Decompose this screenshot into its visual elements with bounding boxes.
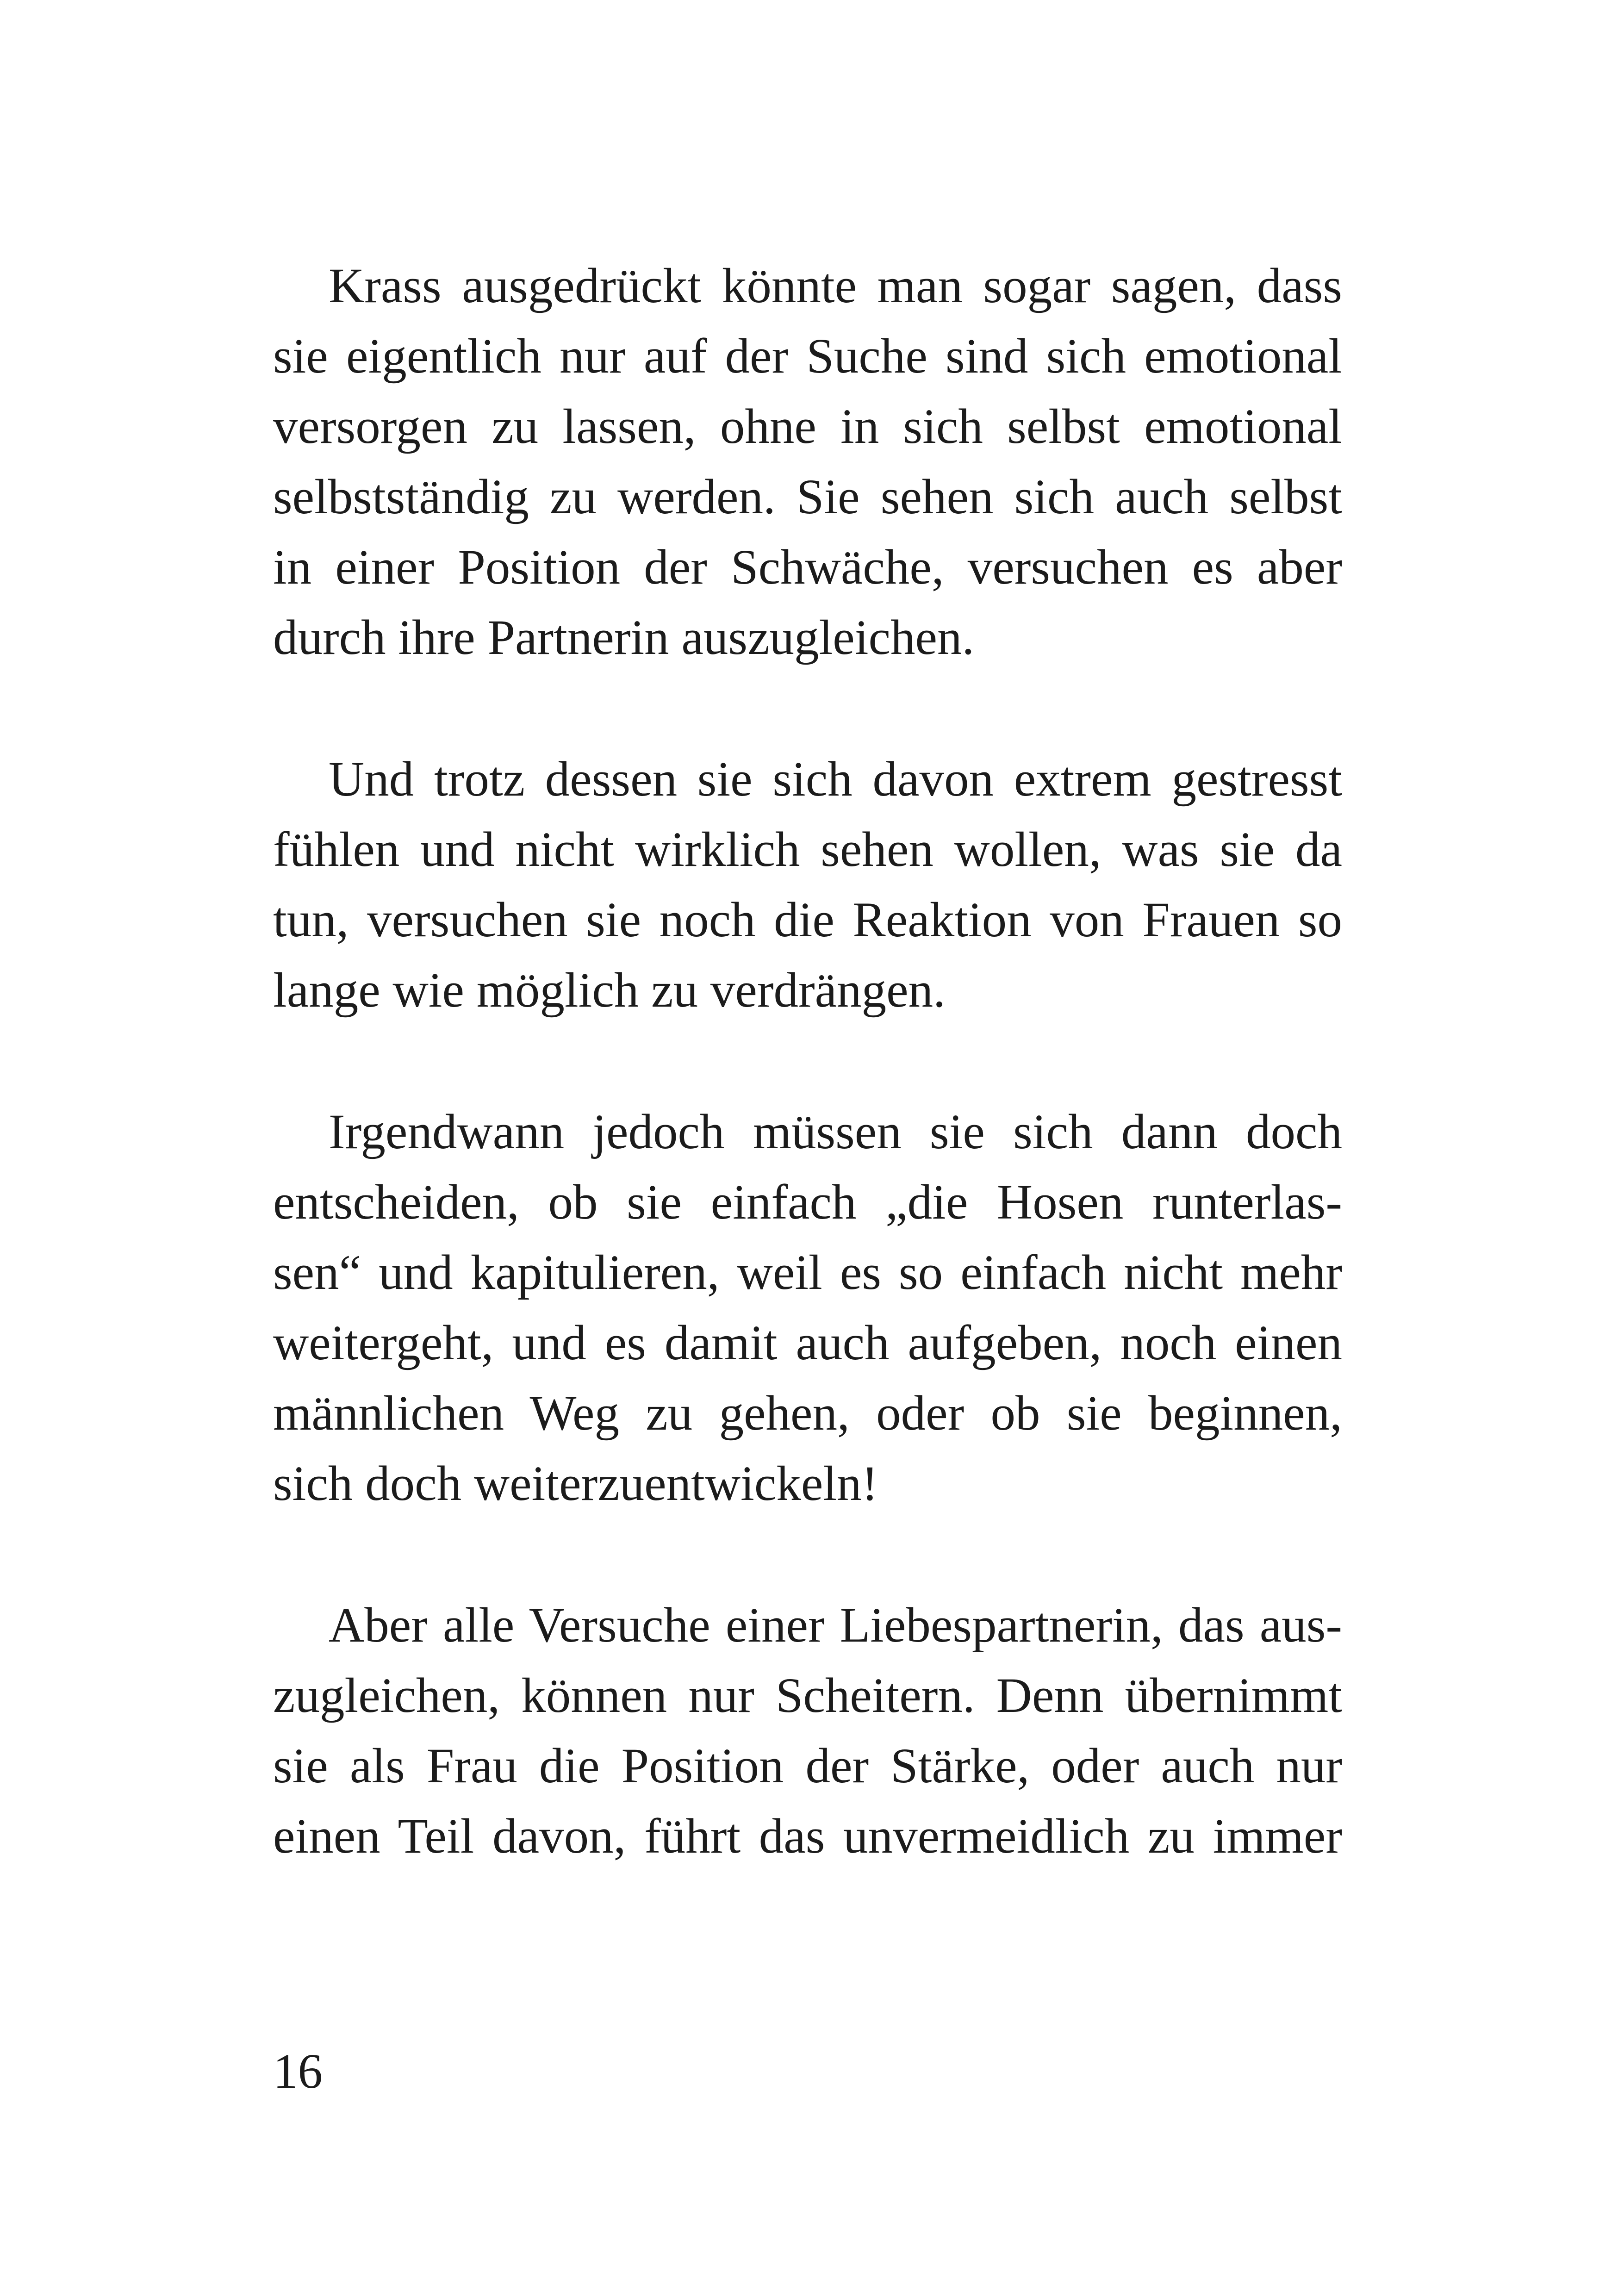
text-line: Aber alle Versuche einer Liebespartnerin, das aus- [329,1598,1342,1653]
text-line: lange wie möglich zu verdrängen. [273,963,946,1018]
text-line: zugleichen, können nur Scheitern. Denn übernimmt [273,1668,1342,1723]
text-line: tun, versuchen sie noch die Reaktion von Frauen so [273,893,1342,947]
paragraph-1 [273,251,1342,673]
text-line: Krass ausgedrückt könnte man sogar sagen, dass [329,259,1342,313]
text-line: in einer Position der Schwäche, versuchen es aber [273,540,1342,595]
text-line: männlichen Weg zu gehen, oder ob sie beginnen, [273,1386,1342,1441]
text-line: Und trotz dessen sie sich davon extrem gestresst [329,752,1342,807]
text-line: sich doch weiterzuentwickeln! [273,1456,878,1511]
paragraph-2 [273,744,1342,1026]
text-line: durch ihre Partnerin auszugleichen. [273,610,975,665]
text-line: selbstständig zu werden. Sie sehen sich auch selbst [273,470,1342,524]
text-line: sie als Frau die Position der Stärke, oder auch nur [273,1739,1342,1793]
text-line: Irgendwann jedoch müssen sie sich dann doch [329,1105,1342,1159]
text-line: weitergeht, und es damit auch aufgeben, noch einen [273,1316,1342,1370]
text-line: einen Teil davon, führt das unvermeidlich zu immer [273,1809,1342,1864]
text-line: sen“ und kapitulieren, weil es so einfach nicht mehr [273,1245,1342,1300]
page-number: 16 [273,2044,323,2099]
text-line: sie eigentlich nur auf der Suche sind sich emotional [273,329,1342,384]
text-line: versorgen zu lassen, ohne in sich selbst emotional [273,399,1342,454]
text-line: entscheiden, ob sie einfach „die Hosen runterlas- [273,1175,1342,1230]
body-text [273,251,1342,1872]
text-line: fühlen und nicht wirklich sehen wollen, was sie da [273,822,1342,877]
paragraph-4 [273,1590,1342,1872]
paragraph-3 [273,1097,1342,1519]
